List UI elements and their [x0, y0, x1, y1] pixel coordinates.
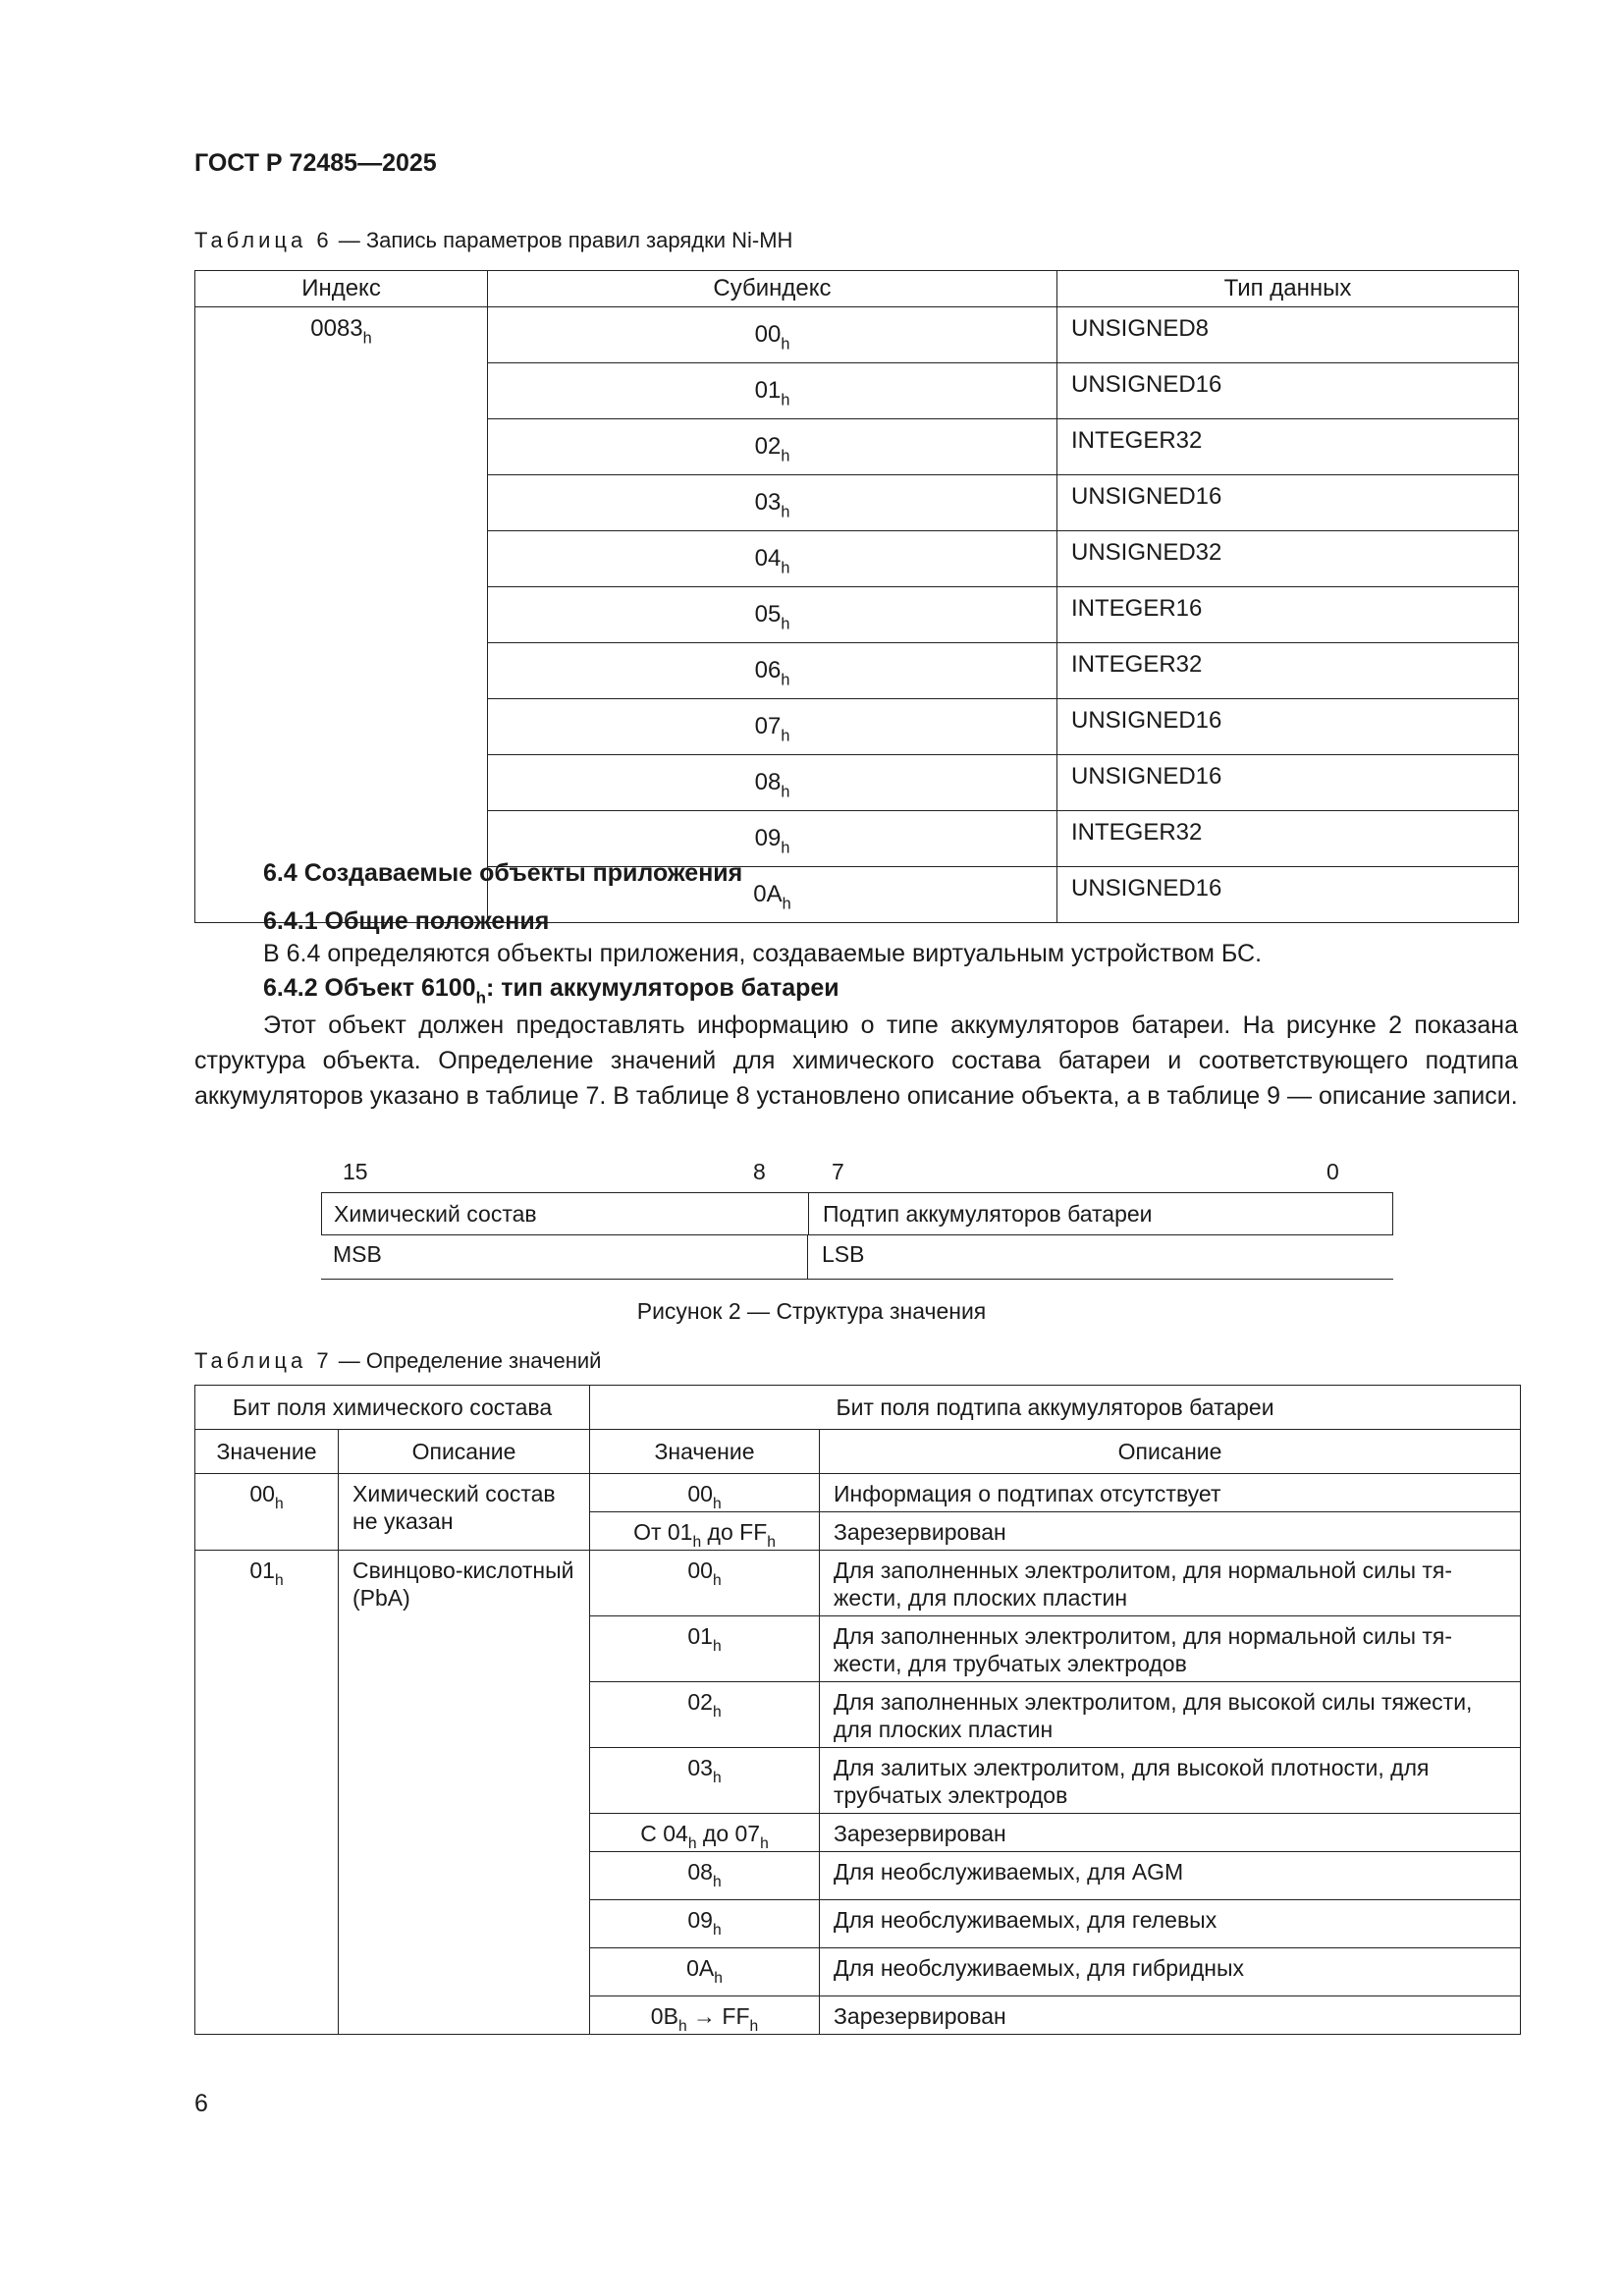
table6-subindex-cell: $07_h$: [488, 699, 1057, 755]
table6-subindex-cell: $04_h$: [488, 531, 1057, 587]
figure2-caption: Рисунок 2 — Структура значения: [636, 1298, 987, 1324]
table6-type-cell: UNSIGNED16: [1057, 755, 1519, 811]
chemistry-desc-cell: Химический состав не указан: [339, 1474, 590, 1551]
subtype-value-cell: С $04_h$ до $07_h$: [590, 1814, 820, 1852]
table6-header-index: Индекс: [195, 271, 488, 307]
bit-15-label: 15: [343, 1159, 368, 1184]
table7: [194, 1385, 1521, 2035]
subtype-desc-cell: Информация о подтипах отсутствует: [820, 1474, 1521, 1512]
table7-caption-label: Таблица 7: [194, 1348, 333, 1373]
table6-type-cell: INTEGER32: [1057, 643, 1519, 699]
section-6-4-2-heading: 6.4.2 Объект $6100_h$: тип аккумуляторов батареи: [263, 974, 839, 1008]
table6-subindex-cell: $05_h$: [488, 587, 1057, 643]
subtype-desc-cell: Для заполненных электролитом, для нормальной силы тяжести, для трубчатых электродов: [820, 1616, 1521, 1682]
table6-subindex-cell: $01_h$: [488, 363, 1057, 419]
table6-index-cell: $0083_h$: [195, 307, 488, 923]
subtype-value-cell: $0B_h \to FF_h$: [590, 1996, 820, 2035]
table-row: [195, 1474, 1521, 1512]
subtype-value-cell: $02_h$: [590, 1682, 820, 1748]
subtype-desc-cell: Для заполненных электролитом, для высокой силы тяжести, для плоских пластин: [820, 1682, 1521, 1748]
table6-type-cell: UNSIGNED8: [1057, 307, 1519, 363]
table6-subindex-cell: $0A_h$: [488, 867, 1057, 923]
subtype-value-cell: $03_h$: [590, 1748, 820, 1814]
subtype-value-cell: $0A_h$: [590, 1948, 820, 1996]
table7-header-desc: Описание: [339, 1430, 590, 1474]
bit-0-label: 0: [1326, 1159, 1339, 1184]
table6-subindex-cell: $02_h$: [488, 419, 1057, 475]
table6-subindex-cell: $03_h$: [488, 475, 1057, 531]
subtype-field: Подтип аккумуляторов батареи: [823, 1201, 1153, 1227]
table6: [194, 270, 1519, 923]
chemistry-value-cell: $00_h$: [195, 1474, 339, 1551]
table6-caption-text: — Запись параметров правил зарядки Ni-MH: [332, 228, 793, 252]
table6-subindex-cell: $09_h$: [488, 811, 1057, 867]
subtype-value-cell: $01_h$: [590, 1616, 820, 1682]
msb-label: MSB: [333, 1241, 382, 1267]
bit-8-label: 8: [753, 1159, 766, 1184]
subtype-value-cell: От $01_h$ до $FF_h$: [590, 1512, 820, 1551]
table7-group-chemistry: Бит поля химического состава: [195, 1386, 590, 1430]
section-6-4-heading: 6.4 Создаваемые объекты приложения: [263, 859, 743, 887]
lsb-label: LSB: [822, 1241, 865, 1267]
subtype-desc-cell: Для необслуживаемых, для гибридных: [820, 1948, 1521, 1996]
table6-type-cell: UNSIGNED32: [1057, 531, 1519, 587]
table7-caption-text: — Определение значений: [332, 1348, 602, 1373]
table6-caption-label: Таблица 6: [194, 228, 333, 252]
subtype-desc-cell: Для залитых электролитом, для высокой плотности, для трубчатых электродов: [820, 1748, 1521, 1814]
subtype-desc-cell: Для необслуживаемых, для AGM: [820, 1852, 1521, 1900]
table7-caption: [194, 1348, 601, 1374]
subtype-desc-cell: Для необслуживаемых, для гелевых: [820, 1900, 1521, 1948]
table7-group-subtype: Бит поля подтипа аккумуляторов батареи: [590, 1386, 1521, 1430]
table7-header-subvalue: Значение: [590, 1430, 820, 1474]
table6-type-cell: INTEGER32: [1057, 811, 1519, 867]
subtype-desc-cell: Зарезервирован: [820, 1996, 1521, 2035]
table6-subindex-cell: $06_h$: [488, 643, 1057, 699]
table6-subindex-cell: $08_h$: [488, 755, 1057, 811]
section-6-4-1-paragraph: В 6.4 определяются объекты приложения, создаваемые виртуальным устройством БС.: [263, 940, 1263, 967]
subtype-desc-cell: Зарезервирован: [820, 1512, 1521, 1551]
table6-subindex-cell: $00_h$: [488, 307, 1057, 363]
table6-type-cell: UNSIGNED16: [1057, 475, 1519, 531]
chemistry-value-cell: $01_h$: [195, 1551, 339, 2035]
table7-header-value: Значение: [195, 1430, 339, 1474]
table7-header-subdesc: Описание: [820, 1430, 1521, 1474]
table6-type-cell: UNSIGNED16: [1057, 699, 1519, 755]
table6-header-type: Тип данных: [1057, 271, 1519, 307]
subtype-desc-cell: Зарезервирован: [820, 1814, 1521, 1852]
table-row: [195, 1551, 1521, 1616]
table6-type-cell: INTEGER32: [1057, 419, 1519, 475]
chemistry-desc-cell: Свинцово-кислотный (PbA): [339, 1551, 590, 2035]
document-header: ГОСТ Р 72485—2025: [194, 149, 437, 177]
bit-7-label: 7: [832, 1159, 844, 1184]
subtype-value-cell: $00_h$: [590, 1474, 820, 1512]
table-row: [195, 307, 1519, 363]
table6-header-subindex: Субиндекс: [488, 271, 1057, 307]
table6-type-cell: INTEGER16: [1057, 587, 1519, 643]
figure2-structure: [321, 1159, 1393, 1282]
table6-type-cell: UNSIGNED16: [1057, 363, 1519, 419]
section-6-4-1-heading: 6.4.1 Общие положения: [263, 907, 550, 935]
subtype-value-cell: $08_h$: [590, 1852, 820, 1900]
subtype-desc-cell: Для заполненных электролитом, для нормальной силы тяжести, для плоских пластин: [820, 1551, 1521, 1616]
table6-caption: [194, 228, 792, 253]
page-number: 6: [194, 2090, 208, 2117]
section-6-4-2-paragraph: Этот объект должен предоставлять информацию о типе аккумуляторов батареи. На рисунке 2 показана структура объекта. Определение значений для химического состава батареи и соответствующего подтипа аккумуляторов указано в таблице 7. В таблице 8 установлено описание объекта, а в таблице 9 — описание записи.: [194, 1011, 1518, 1110]
figure2-field-box: [321, 1192, 1393, 1235]
subtype-value-cell: $09_h$: [590, 1900, 820, 1948]
subtype-value-cell: $00_h$: [590, 1551, 820, 1616]
table6-type-cell: UNSIGNED16: [1057, 867, 1519, 923]
chemistry-field: Химический состав: [334, 1201, 537, 1227]
